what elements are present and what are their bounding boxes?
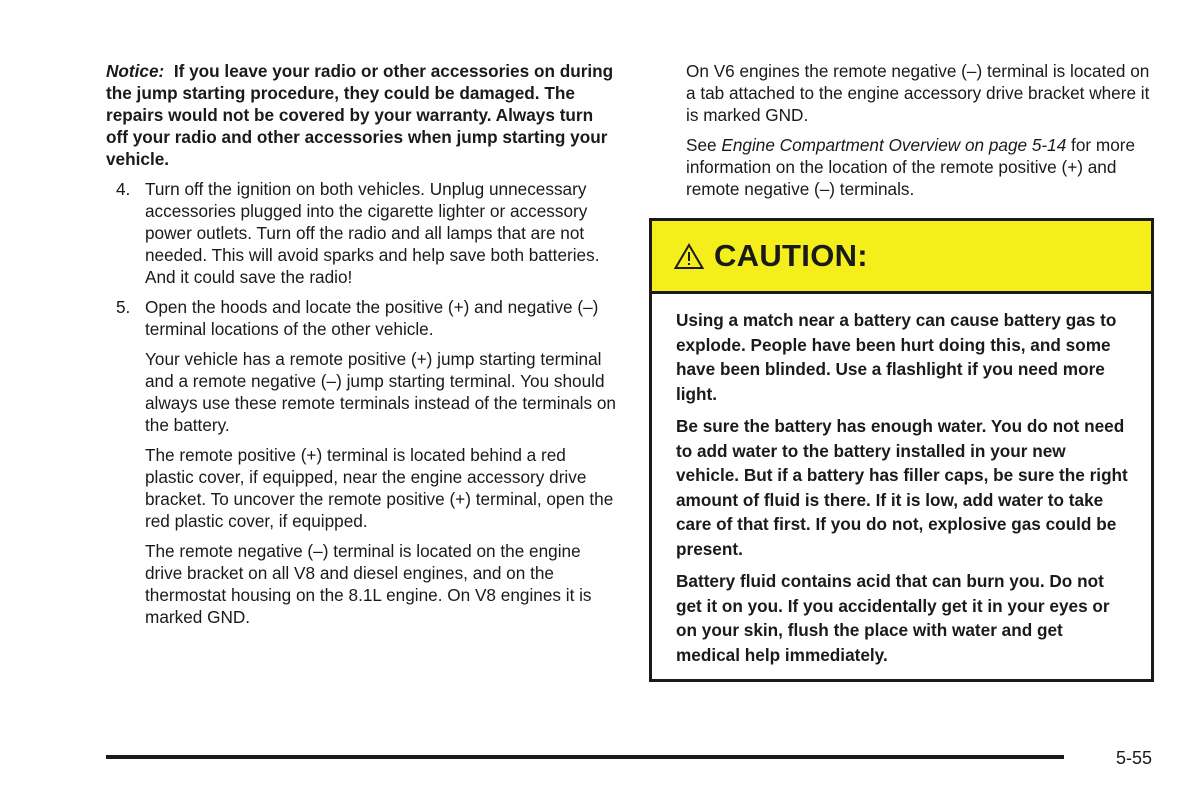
step-paragraph: The remote negative (–) terminal is located on the engine drive bracket on all V8 and diesel engines, and on the thermostat housing on the 8.1L engine. On V8 engines it is marked GND.: [145, 541, 592, 627]
step-number: 4.: [116, 179, 131, 199]
footer-rule: [106, 755, 1064, 759]
step-4: [106, 178, 618, 288]
caution-header: [652, 221, 1151, 294]
notice-label: Notice:: [106, 61, 165, 81]
page-number: 5-55: [1116, 748, 1153, 768]
caution-body: [652, 294, 1151, 667]
caution-box: [649, 218, 1154, 682]
cross-reference-link[interactable]: Engine Compartment Overview on page 5-14: [721, 135, 1067, 155]
step-5: [106, 296, 618, 628]
see-prefix: See: [686, 135, 722, 155]
caution-title: CAUTION:: [714, 238, 868, 273]
notice-paragraph: [106, 60, 618, 170]
left-column: [106, 60, 618, 636]
warning-triangle-icon: [674, 243, 704, 270]
v6-terminal-paragraph: On V6 engines the remote negative (–) terminal is located on a tab attached to the engine accessory drive bracket where it is marked GND.: [686, 61, 1150, 125]
step-paragraph: Open the hoods and locate the positive (+) and negative (–) terminal locations of the other vehicle.: [145, 297, 599, 339]
see-reference-paragraph: [686, 134, 1160, 200]
step-paragraph: Turn off the ignition on both vehicles. Unplug unnecessary accessories plugged into the cigarette lighter or accessory power outlets. Turn off the radio and all lamps that are not needed. This will avoid sparks and help save both batteries. And it could save the radio!: [145, 179, 600, 287]
step-paragraph: The remote positive (+) terminal is located behind a red plastic cover, if equipped, near the engine accessory drive bracket. To uncover the remote positive (+) terminal, open the red plastic cover, if equipped.: [145, 445, 614, 531]
notice-text: If you leave your radio or other accessories on during the jump starting procedure, they could be damaged. The repairs would not be covered by your warranty. Always turn off your radio and other accessories when jump starting your vehicle.: [106, 61, 614, 169]
right-column: [686, 60, 1160, 208]
caution-paragraph: Be sure the battery has enough water. You do not need to add water to the battery installed in your new vehicle. But if a battery has filler caps, be sure the right amount of fluid is there. If it is low, add water to take care of that first. If you do not, explosive gas could be present.: [676, 416, 1128, 559]
caution-paragraph: Using a match near a battery can cause battery gas to explode. People have been hurt doing this, and some have been blinded. Use a flashlight if you need more light.: [676, 310, 1117, 404]
step-number: 5.: [116, 297, 131, 317]
caution-paragraph: Battery fluid contains acid that can burn you. Do not get it on you. If you accidentally get it in your eyes or on your skin, flush the place with water and get medical help immediately.: [676, 571, 1110, 665]
step-paragraph: Your vehicle has a remote positive (+) jump starting terminal and a remote negative (–) jump starting terminal. You should always use these remote terminals instead of the terminals on the battery.: [145, 349, 616, 435]
see-suffix: for more information on the location of the remote positive (+) and remote negative (–) terminals.: [686, 135, 1136, 199]
